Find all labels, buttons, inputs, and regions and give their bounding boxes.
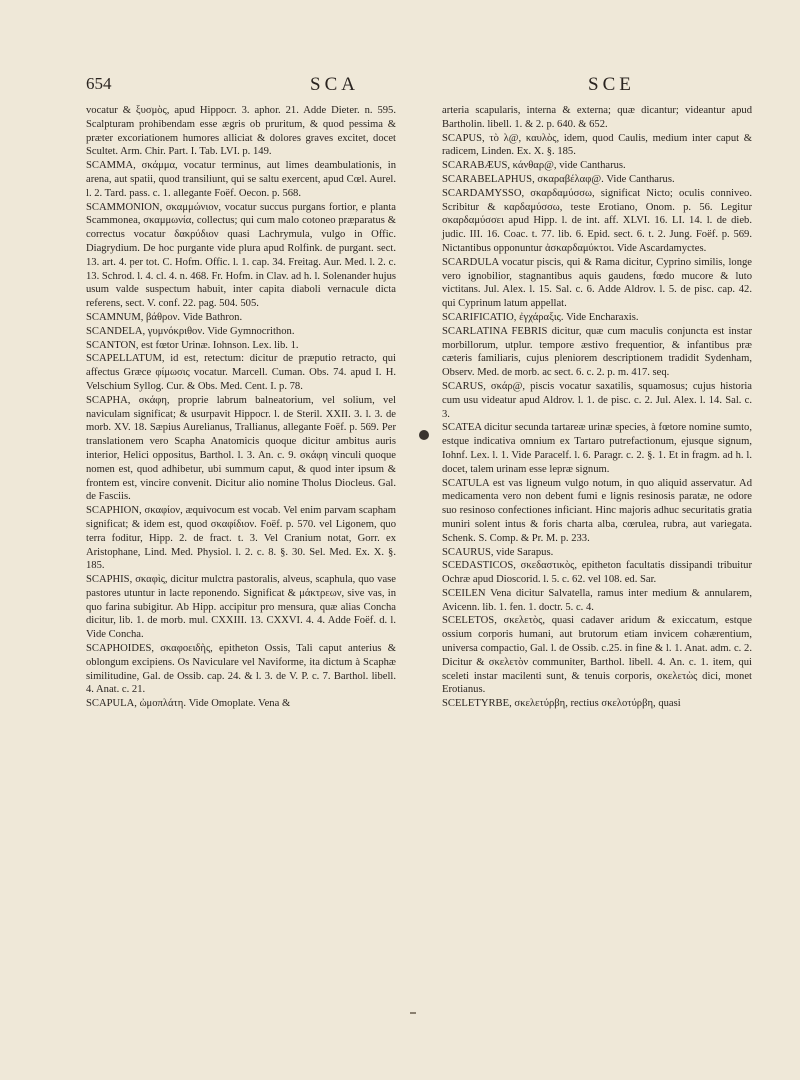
dictionary-entry: SCAPHOIDES, σκαφοειδὴς, epitheton Ossis, Tali caput anterius & oblongum excipiens. Os Naviculare vel Naviforme, ita dictum à Scaphæ similitudine, Gal. de Ossib. cap. 24. & l. 3. de V. P. c. 7. Barthol. libell. 4. Anat. c. 21.	[86, 643, 396, 696]
dictionary-entry: SCAPHION, σκαφίον, æquivocum est vocab. Vel enim parvam scapham significat; & idem est, quod σκαφίδιον. Foëf. p. 570. vel Ligonem, quo terra foditur, Hipp. 2. de fract. t. 3. Vel Cranium notat, Gorr. ex Aristophane, Lind. Med. Physiol. l. 2. c. 8. §. 30. Sel. Med. Ex. X. §. 185.	[86, 505, 396, 572]
page-number: 654	[86, 74, 112, 93]
dictionary-entry: SCAPHIS, σκαφὶς, dicitur mulctra pastoralis, alveus, scaphula, quo vase pastores utuntur in lacte reponendo. Significat & μάκτρεων, sive vas, in quo farina subigitur. Ab Hipp. accipitur pro mensura, quæ alias Concha dicitur, lib. 1. de morb. mul. CXXIII. 13. CXXVI. 4. 4. Adde Foëf. d. l. Vide Concha.	[86, 574, 396, 641]
dictionary-entry: SCARLATINA FEBRIS dicitur, quæ cum maculis conjuncta est instar morbillorum, utplur. tempore æstivo frequentior, & infantibus præ cæteris familiaris, cujus pleniorem descriptionem tradidit Sydenham, Observ. Med. de morb. ac sect. 6. c. 2. p. m. 417. seq.	[442, 325, 752, 379]
dictionary-entry: SCAPHA, σκάφη, proprie labrum balneatorium, vel solium, vel naviculam significat; & usurpavit Hippocr. l. de Steril. XXII. 3. l. 3. de morb. XV. 18. Sæpius Aurelianus, Trallianus, allegante Foëf. p. 569. Per translationem vero Scapha Anatomicis quoque dicitur ambitus auris interior, Helici oppositus, Barthol. l. 3. An. c. 9. σκάφη vinculi quoque nomen est, quod adhibetur, ubi summum caput, & quod inter ipsum & frontem est, vincire convenit. Dicitur alio nomine Tholus Dioclеus. Gal. de Fasciis.	[86, 394, 396, 503]
dictionary-entry: SCARABÆUS, κάνθαρ@, vide Cantharus.	[442, 160, 626, 172]
ink-dot-mark	[419, 430, 429, 440]
dictionary-entry: SCATULA est vas ligneum vulgo notum, in quo aliquid asservatur. Ad medicamenta vero non debent fumi e lignis resinosis paratæ, ne odore suo resinoso confectiones inficiant. Hinc majoris adhuc securitatis gratia muniri solent intus & foris charta alba, cœrulea, rubra, aut variegata. Schenk. S. Comp. & Pr. M. p. 233.	[442, 477, 752, 544]
dictionary-entry: SCARIFICATIO, ἐγχάραξις. Vide Encharaxis.	[442, 311, 639, 323]
dictionary-entry: SCAMMONION, σκαμμώνιον, vocatur succus purgans fortior, e planta Scammonea, σκαμμωνία, collectus; qui cum malo cotoneo præparatus & correctus vocatur δακρύδιον quasi Lachrymula, vulgo in Offic. Diagrydium. De hoc purgante vide plura apud Rolfink. de purgant. sect. 13. art. 4. per tot. C. Hofm. Offic. l. 1. cap. 34. Freitag. Aur. Med. l. 2. c. 13. Schrod. l. 4. cl. 4. n. 468. Fr. Hofm. in Clav. ad h. l. Solenander hujus usum valde suspectum habuit, inter capita diaboli vernacule dicta referens, sect. V. conf. 22. pag. 504. 505.	[86, 201, 396, 310]
dictionary-entry: SCANDELA, γυμνόκριθον. Vide Gymnocrithon.	[86, 325, 295, 337]
dictionary-entry: SCAPUS, τὸ λ@, καυλὸς, idem, quod Caulis, medium inter caput & radicem, Linden. Ex. X. §. 185.	[442, 132, 752, 158]
dictionary-entry: vocatur & ξυσμὸς, apud Hippocr. 3. aphor. 21. Adde Dieter. n. 595. Scalpturam prohibendam esse ægris ob pruritum, & quod pessima & præter excoriationem humores alliciat & dolores graves excitet, docet Scultet. Arm. Chir. Part. I. Tab. LVI. p. 149.	[86, 105, 396, 158]
dictionary-entry: SCAMMA, σκάμμα, vocatur terminus, aut limes deambulationis, in arena, aut spatii, quod transiliunt, qui se saltu exercent, apud Cœl. Aurel. l. 2. Tard. pass. c. 1. allegante Foëf. Oecon. p. 568.	[86, 160, 396, 199]
running-header	[86, 74, 752, 98]
dictionary-entry: SCAPULA, ὠμοπλάτη. Vide Omoplate. Vena &	[86, 698, 291, 710]
right-text-column	[442, 104, 752, 711]
dictionary-entry: SCARDAMYSSO, σκαρδαμύσσω, significat Nicto; oculis conniveo. Scribitur & καρδαμύσσω, teste Erotiano, Onom. p. 56. Legitur σκαρδαμύσσει apud Hipp. l. de int. aff. XLVI. 16. LI. 14. l. de dieb. judic. III. 16. Coac. t. 77. lib. 6. Epid. sect. 6. t. 2. Jung. Foëf. p. 569. Nictantibus opponuntur ἀσκαρδαμύκτοι. Vide Ascardamyctes.	[442, 187, 752, 254]
dictionary-entry: SCEDASTICOS, σκεδαστικὸς, epitheton facultatis dissipandi tribuitur Ochræ apud Dioscorid. l. 5. c. 62. vel 108. ed. Sar.	[442, 560, 752, 586]
dictionary-entry: SCELETYRBE, σκελετύρβη, rectius σκελοτύρβη, quasi	[442, 698, 681, 710]
page-mark	[410, 1012, 416, 1014]
dictionary-entry: SCELETOS, σκελετὸς, quasi cadaver aridum & exiccatum, estque ossium corporis humani, aut brutorum etiam invicem cohærentium, universa compactio, Gal. l. de Ossib. c.25. in fine & l. 1. Anat. adm. c. 2. Dicitur & σκελετὸν communiter, Barthol. libell. 4. An. c. 1. item, qui sceleti instar macilenti sunt, & tenuis corporis, σκελετὼς dici, monet Erotianus.	[442, 615, 752, 696]
dictionary-entry: arteria scapularis, interna & externa; quæ dicantur; videantur apud Bartholin. libell. 1. & 2. p. 640. & 652.	[442, 105, 752, 130]
dictionary-entry: SCAPELLATUM, id est, retectum: dicitur de præputio retracto, qui affectus Græce φίμωσις vocatur. Marcell. Cuman. Obs. 74. apud I. H. Velschium Syllog. Cur. & Obs. Med. Cent. I. p. 78.	[86, 353, 396, 392]
dictionary-entry: SCARABELAPHUS, σκαραβέλαφ@. Vide Cantharus.	[442, 173, 675, 185]
dictionary-entry: SCANTON, est fœtor Urinæ. Iohnson. Lex. lib. 1.	[86, 339, 299, 351]
dictionary-entry: SCEILEN Vena dicitur Salvatella, ramus inter medium & annularem, Avicenn. lib. 1. fen. 1. doctr. 5. c. 4.	[442, 587, 752, 613]
left-text-column	[86, 104, 396, 711]
dictionary-entry: SCAURUS, vide Sarapus.	[442, 546, 554, 558]
dictionary-entry: SCARUS, σκάρ@, piscis vocatur saxatilis, squamosus; cujus historia cum usu videatur apud Aldrov. l. 1. de pisc. c. 2. Jul. Alex. l. 14. Sal. c. 3.	[442, 380, 752, 420]
dictionary-entry: SCATEA dicitur secunda tartareæ urinæ species, à fœtore nomine sumto, estque indicativa omnium ex Tartaro putrefactionum, ejusque signum, Iohnf. Lex. l. 1. Vide Paracelf. l. 6. Paragr. c. 2. §. 1. Et in fragm. ad h. l. docet, talem urinam esse lepræ signum.	[442, 422, 752, 475]
left-running-head: SCA	[310, 74, 359, 95]
right-running-head: SCE	[588, 74, 635, 95]
dictionary-entry: SCARDULA vocatur piscis, qui & Rama dicitur, Cyprino similis, longe vero ignobilior, stagnantibus aquis gaudens, fœdo mucore & luto victitans. Jul. Alex. l. 15. Sal. c. 6. Adde Aldrov. l. 5. de pisc. cap. 42. qui Cyprinum latum appellat.	[442, 256, 752, 310]
dictionary-entry: SCAMNUM, βάθρον. Vide Bathron.	[86, 311, 243, 323]
